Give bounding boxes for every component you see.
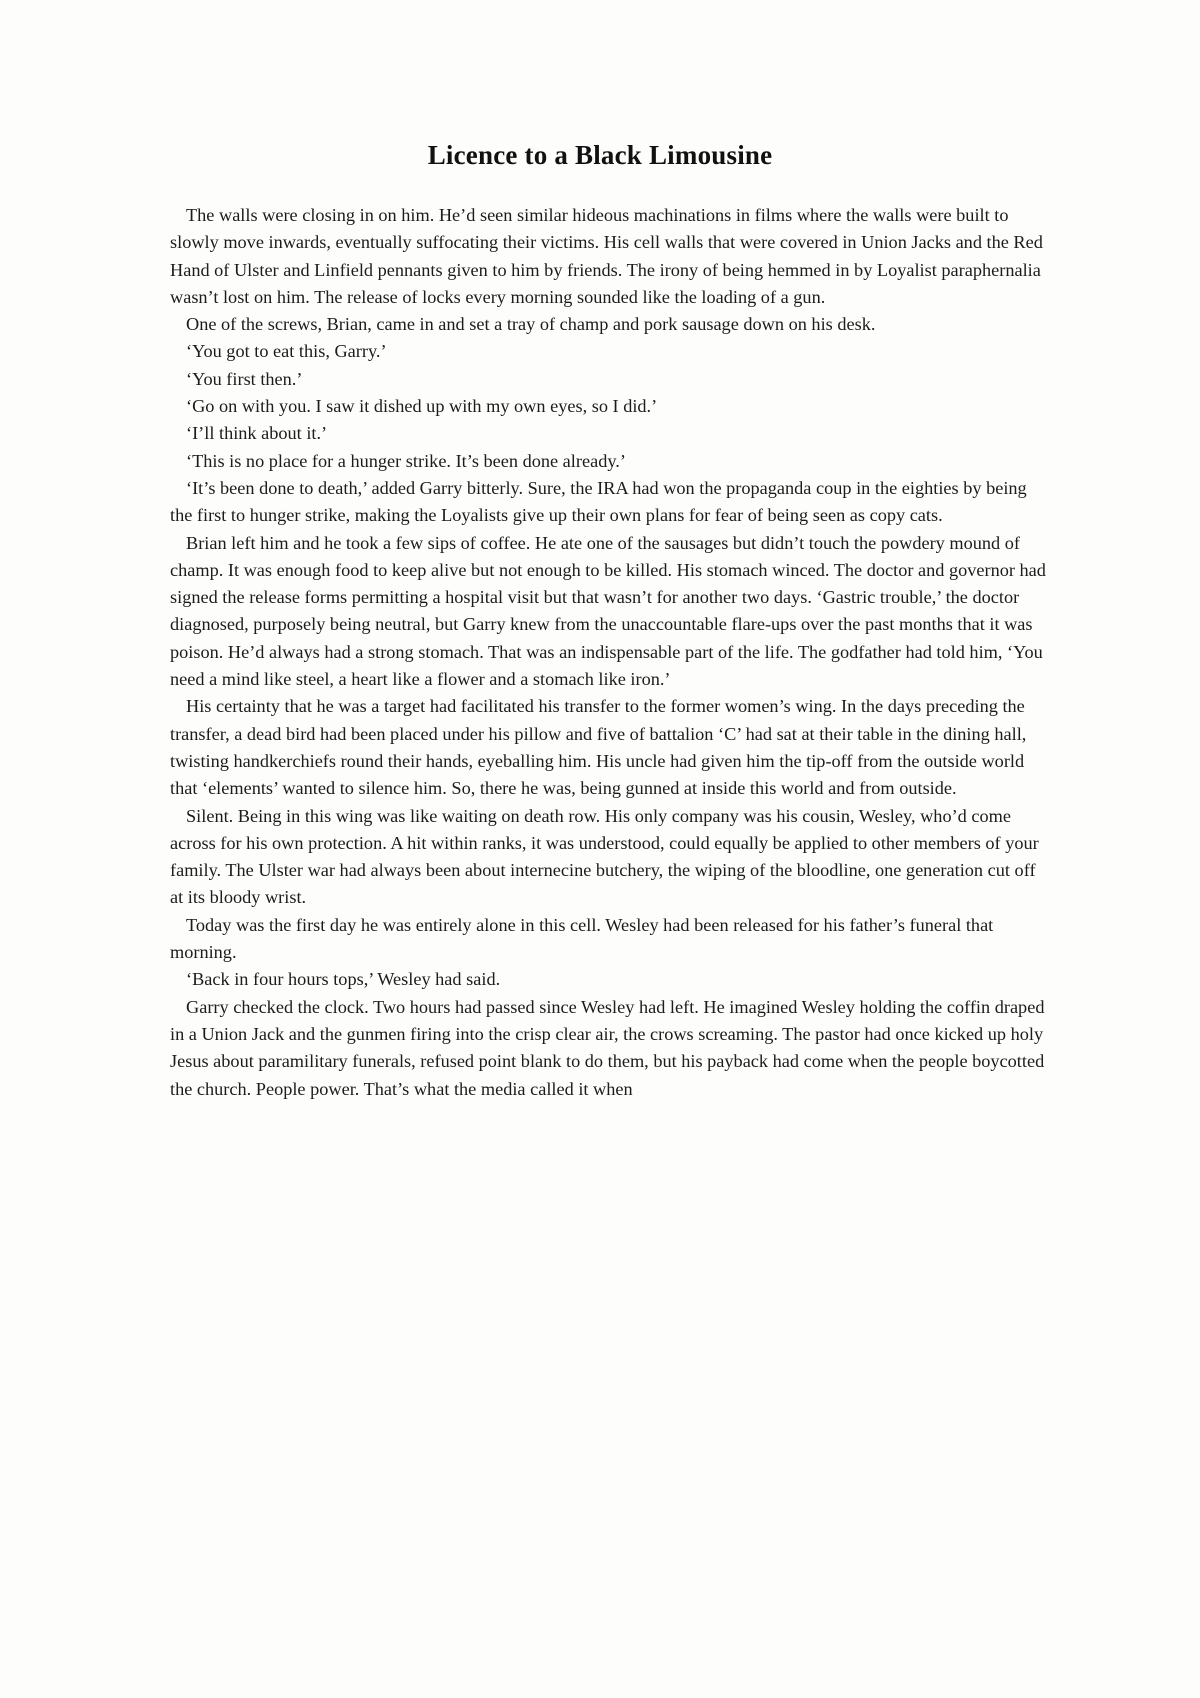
paragraph-6: ‘I’ll think about it.’: [186, 423, 328, 444]
paragraph-1: The walls were closing in on him. He’d seen similar hideous machinations in films where the walls were built to slowly move inwards, eventually suffocating their victims. His cell walls that were covered in Union Jacks and the Red Hand of Ulster and Linfield pennants given to him by friends. The irony of being hemmed in by Loyalist paraphernalia wasn’t lost on him. The release of locks every morning sounded like the loading of a gun.: [170, 205, 1043, 307]
paragraph-13: ‘Back in four hours tops,’ Wesley had said.: [186, 969, 501, 990]
paragraph-7: ‘This is no place for a hunger strike. It’s been done already.’: [186, 450, 626, 471]
paragraph-11: Silent. Being in this wing was like waiting on death row. His only company was his cousin, Wesley, who’d come across for his own protection. A hit within ranks, it was understood, could equally be applied to other members of your family. The Ulster war had always been about internecine butchery, the wiping of the bloodline, one generation cut off at its bloody wrist.: [170, 805, 1039, 908]
page-title: Licence to a Black Limousine: [427, 140, 773, 170]
paragraph-10: His certainty that he was a target had facilitated his transfer to the former women’s wing. In the days preceding the transfer, a dead bird had been placed under his pillow and five of battalion ‘C’ had sat at their table in the dining hall, twisting handkerchiefs round their hands, eyeballing him. His uncle had given him the tip-off from the outside world that ‘elements’ wanted to silence him. So, there he was, being gunned at inside this world and from outside.: [170, 696, 1027, 799]
body-text: [170, 202, 1050, 1103]
paragraph-2: One of the screws, Brian, came in and set a tray of champ and pork sausage down on his desk.: [186, 314, 876, 335]
paragraph-14: Garry checked the clock. Two hours had passed since Wesley had left. He imagined Wesley holding the coffin draped in a Union Jack and the gunmen firing into the crisp clear air, the crows screaming. The pastor had once kicked up holy Jesus about paramilitary funerals, refused point blank to do them, but his payback had come when the people boycotted the church. People power. That’s what the media called it when: [170, 996, 1045, 1099]
paragraph-3: ‘You got to eat this, Garry.’: [186, 341, 387, 362]
paragraph-5: ‘Go on with you. I saw it dished up with my own eyes, so I did.’: [186, 396, 658, 417]
paragraph-8: ‘It’s been done to death,’ added Garry bitterly. Sure, the IRA had won the propaganda coup in the eighties by being the first to hunger strike, making the Loyalists give up their own plans for fear of being seen as copy cats.: [170, 477, 1027, 526]
paragraph-4: ‘You first then.’: [186, 368, 303, 389]
paragraph-12: Today was the first day he was entirely alone in this cell. Wesley had been released for his father’s funeral that morning.: [170, 914, 994, 963]
paragraph-9: Brian left him and he took a few sips of coffee. He ate one of the sausages but didn’t touch the powdery mound of champ. It was enough food to keep alive but not enough to be killed. His stomach winced. The doctor and governor had signed the release forms permitting a hospital visit but that wasn’t for another two days. ‘Gastric trouble,’ the doctor diagnosed, purposely being neutral, but Garry knew from the unaccountable flare-ups over the past months that it was poison. He’d always had a strong stomach. That was an indispensable part of the life. The godfather had told him, ‘You need a mind like steel, a heart like a flower and a stomach like iron.’: [170, 532, 1046, 690]
